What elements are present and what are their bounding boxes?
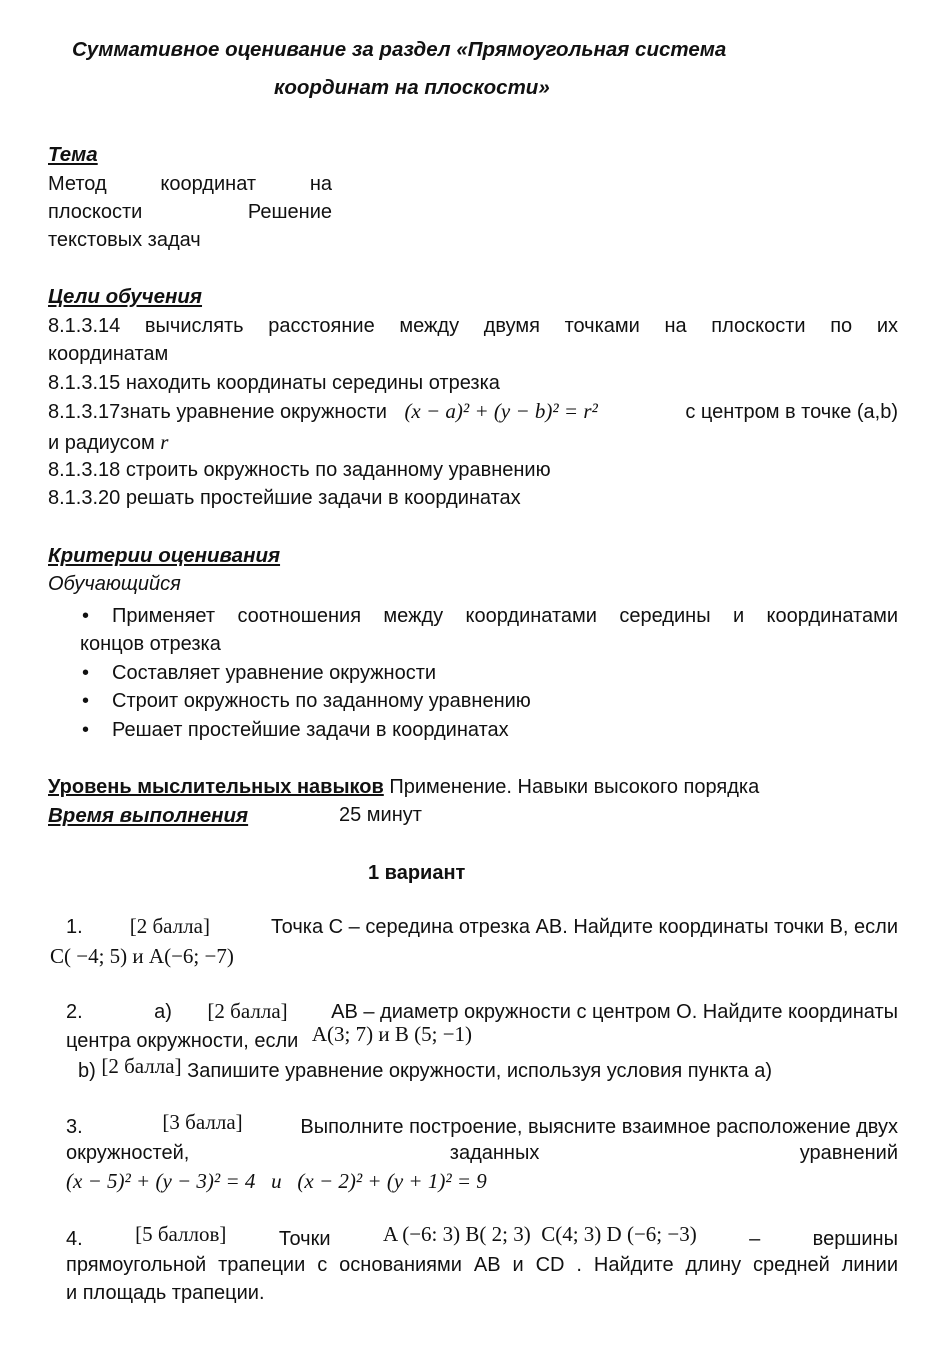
variant-title: 1 вариант	[368, 862, 466, 884]
task-2b-letter: b)	[78, 1060, 96, 1082]
task-3-line-2	[66, 1142, 898, 1165]
thinking-level-value: Применение. Навыки высокого порядка	[383, 776, 760, 798]
task-3-word: уравнений	[799, 1142, 898, 1164]
task-4-word-2: вершины	[812, 1228, 898, 1250]
goal-3-radius-text: и радиусом	[48, 432, 155, 454]
goal-1: 8.1.3.14 вычислять расстояние между двумя точками на плоскости по их	[48, 315, 898, 337]
task-3-word: окружностей,	[66, 1142, 190, 1164]
title-line-2: координат на плоскости»	[274, 76, 550, 99]
goal-3-text: 8.1.3.17знать уравнение окружности	[48, 401, 387, 423]
circle-equation-formula: (x − a)² + (y − b)² = r²	[404, 399, 598, 423]
task-1-number: 1.	[66, 916, 83, 938]
thinking-level	[48, 776, 759, 799]
task-3-text: Выполните построение, выясните взаимное расположение двух	[300, 1116, 898, 1138]
task-4-points: [5 баллов]	[135, 1222, 227, 1246]
goal-2: 8.1.3.15 находить координаты середины отрезка	[48, 372, 500, 394]
task-2a-text-cont: центра окружности, если	[66, 1030, 299, 1052]
topic-line-3: текстовых задач	[48, 229, 201, 251]
task-2a-letter: а)	[154, 1001, 172, 1023]
criterion-1-cont: концов отрезка	[80, 633, 221, 655]
topic-heading: Тема	[48, 143, 98, 166]
task-2b	[78, 1054, 772, 1083]
goals-heading: Цели обучения	[48, 285, 203, 308]
goal-3-cont	[48, 430, 168, 455]
bullet-icon: •	[82, 719, 90, 741]
task-1	[66, 914, 898, 939]
goal-3	[48, 399, 898, 424]
criterion-4: Решает простейшие задачи в координатах	[112, 719, 509, 741]
topic-line-1	[48, 173, 332, 196]
title-line-1: Суммативное оценивание за раздел «Прямоугольная система	[72, 38, 727, 61]
task-2a-formula: A(3; 7) и B (5; −1)	[311, 1022, 473, 1046]
criterion-2: Составляет уравнение окружности	[112, 662, 437, 684]
task-2b-points: [2 балла]	[101, 1054, 182, 1078]
task-2a-points: [2 балла]	[207, 999, 288, 1023]
criteria-heading: Критерии оценивания	[48, 544, 281, 567]
goal-1-cont: координатам	[48, 343, 169, 365]
task-3-points: [3 балла]	[162, 1110, 243, 1134]
thinking-level-label: Уровень мыслительных навыков	[48, 776, 384, 798]
topic-line-2	[48, 201, 332, 224]
task-1-points: [2 балла]	[129, 914, 210, 938]
topic-word: Метод	[48, 173, 107, 195]
task-3-number: 3.	[66, 1116, 83, 1138]
time-label: Время выполнения	[48, 804, 249, 827]
task-4	[66, 1222, 898, 1251]
task-3-word: заданных	[449, 1142, 540, 1164]
topic-word: на	[309, 173, 332, 195]
task-4-dash: –	[749, 1228, 761, 1250]
task-4-line-3: и площадь трапеции.	[66, 1282, 265, 1304]
task-4-word: Точки	[278, 1228, 331, 1250]
radius-symbol: r	[160, 430, 169, 454]
task-1-text: Точка С – середина отрезка АВ. Найдите координаты точки В, если	[271, 916, 898, 938]
task-2b-text: Запишите уравнение окружности, используя условия пункта а)	[187, 1060, 772, 1082]
task-2a-text: АВ – диаметр окружности с центром О. Найдите координаты	[331, 1001, 898, 1023]
topic-word: плоскости	[48, 201, 143, 223]
task-4-formula: A (−6: 3) B( 2; 3) C(4; 3) D (−6; −3)	[382, 1222, 697, 1246]
task-3	[66, 1110, 898, 1139]
bullet-icon: •	[82, 690, 90, 712]
topic-word: координат	[160, 173, 257, 195]
bullet-icon: •	[82, 605, 90, 627]
bullet-icon: •	[82, 662, 90, 684]
task-2-number: 2.	[66, 1001, 83, 1023]
criteria-subheading: Обучающийся	[48, 573, 181, 595]
time-value: 25 минут	[339, 804, 422, 826]
task-2a-cont	[66, 1022, 473, 1053]
topic-word: Решение	[247, 201, 332, 223]
goal-5: 8.1.3.20 решать простейшие задачи в координатах	[48, 487, 521, 509]
criterion-1: Применяет соотношения между координатами середины и координатами	[112, 605, 898, 627]
task-3-formula: (x − 5)² + (y − 3)² = 4 и (x − 2)² + (y + 1)² = 9	[66, 1169, 487, 1193]
task-2a	[66, 999, 898, 1024]
criterion-3: Строит окружность по заданному уравнению	[112, 690, 531, 712]
goal-3-center: с центром в точке (a,b)	[685, 401, 898, 423]
task-1-formula: C( −4; 5) и A(−6; −7)	[50, 944, 234, 968]
task-4-line-2: прямоугольной трапеции с основаниями АВ и CD . Найдите длину средней линии	[66, 1254, 898, 1276]
task-4-number: 4.	[66, 1228, 83, 1250]
goal-4: 8.1.3.18 строить окружность по заданному уравнению	[48, 459, 551, 481]
